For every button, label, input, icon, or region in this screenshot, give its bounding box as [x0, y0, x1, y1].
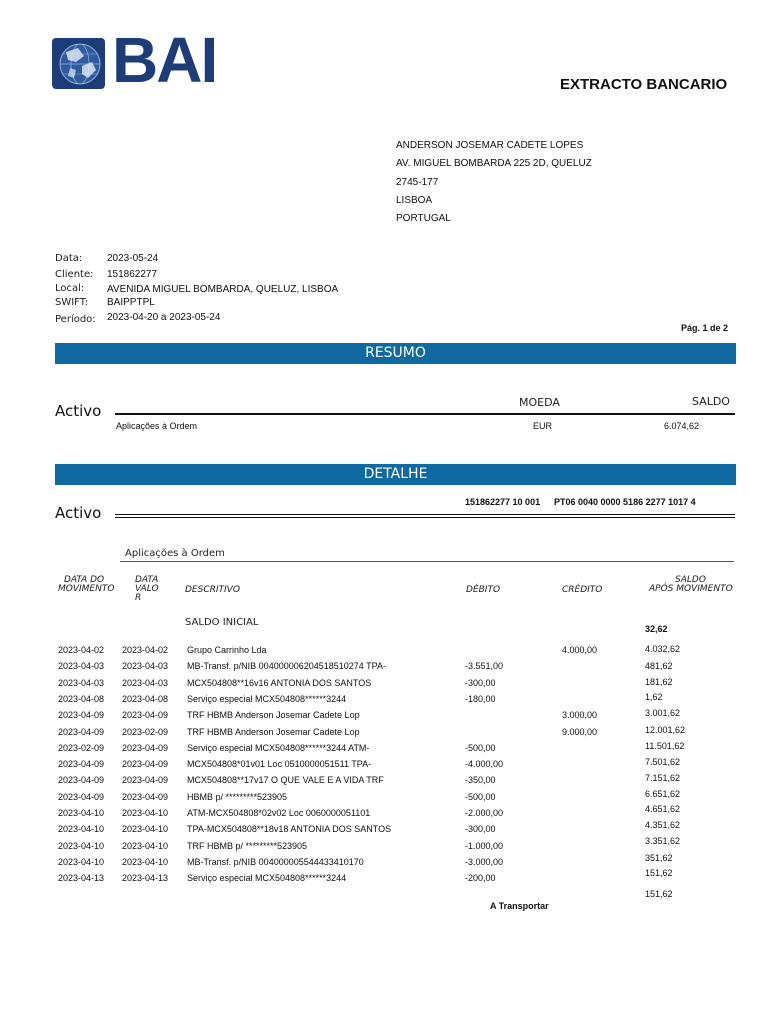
date-movimento-cell: 2023-04-13 — [58, 873, 105, 883]
description-cell: Grupo Carrinho Lda — [187, 645, 267, 655]
date-valor-cell: 2023-04-09 — [122, 775, 169, 785]
debit-cell: -500,00 — [465, 792, 496, 802]
date-valor-cell: 2023-04-09 — [122, 792, 169, 802]
address-country: PORTUGAL — [396, 213, 451, 224]
description-cell: Serviço especial MCX504808******3244 — [187, 873, 347, 883]
debit-cell: -1.000,00 — [465, 841, 504, 851]
debit-cell: -180,00 — [465, 694, 496, 704]
date-movimento-cell: 2023-04-03 — [58, 661, 105, 671]
description-cell: MB-Transf. p/NIB 004000005544433410170 — [187, 857, 364, 867]
debit-cell: -3.551,00 — [465, 661, 504, 671]
col-data-movimento-line2: MOVIMENTO — [58, 584, 115, 594]
date-movimento-cell: 2023-04-09 — [58, 759, 105, 769]
date-valor-cell: 2023-04-13 — [122, 873, 169, 883]
address-city: LISBOA — [396, 195, 433, 206]
local-value: AVENIDA MIGUEL BOMBARDA, QUELUZ, LISBOA — [107, 284, 339, 295]
account-number: 151862277 10 001 — [465, 497, 541, 507]
bai-logo-text: BAI — [112, 24, 217, 96]
date-value: 2023-05-24 — [107, 253, 159, 264]
local-label: Local: — [55, 283, 85, 294]
balance-after-cell: 12.001,62 — [645, 725, 686, 735]
date-movimento-cell: 2023-04-10 — [58, 808, 105, 818]
balance-after-cell: 7.501,62 — [645, 757, 681, 767]
debit-cell: -4.000,00 — [465, 759, 504, 769]
balance-after-cell: 6.651,62 — [645, 789, 681, 799]
balance-after-cell: 1,62 — [645, 692, 663, 702]
address-postal-code: 2745-177 — [396, 177, 439, 188]
description-cell: HBMB p/ *********523905 — [187, 792, 288, 802]
bai-logo-icon — [52, 38, 105, 89]
date-movimento-cell: 2023-04-02 — [58, 645, 105, 655]
balance-after-cell: 7.151,62 — [645, 773, 681, 783]
debit-cell: -200,00 — [465, 873, 496, 883]
date-movimento-cell: 2023-04-09 — [58, 727, 105, 737]
date-label: Data: — [55, 253, 83, 264]
detalhe-divider-bottom — [115, 517, 735, 518]
balance-after-cell: 151,62 — [645, 868, 673, 878]
date-valor-cell: 2023-02-09 — [122, 727, 169, 737]
date-movimento-cell: 2023-04-10 — [58, 857, 105, 867]
date-valor-cell: 2023-04-09 — [122, 759, 169, 769]
period-label: Período: — [55, 314, 96, 325]
date-valor-cell: 2023-04-10 — [122, 808, 169, 818]
date-valor-cell: 2023-04-10 — [122, 841, 169, 851]
resumo-account-label: Aplicações à Ordem — [116, 421, 198, 431]
balance-after-cell: 4.651,62 — [645, 804, 681, 814]
col-data-valor-line3: R — [135, 593, 142, 603]
date-movimento-cell: 2023-04-03 — [58, 678, 105, 688]
date-valor-cell: 2023-04-02 — [122, 645, 169, 655]
description-cell: TRF HBMB Anderson Josemar Cadete Lop — [187, 710, 360, 720]
period-value: 2023-04-20 a 2023-05-24 — [107, 312, 221, 323]
date-valor-cell: 2023-04-09 — [122, 710, 169, 720]
detalhe-activo-label: Activo — [55, 504, 102, 522]
debit-cell: -500,00 — [465, 743, 496, 753]
subsection-divider — [120, 561, 734, 562]
date-valor-cell: 2023-04-03 — [122, 661, 169, 671]
balance-after-cell: 4.032,62 — [645, 644, 681, 654]
detalhe-subsection-title: Aplicações à Ordem — [125, 548, 225, 559]
description-cell: Serviço especial MCX504808******3244 ATM- — [187, 743, 370, 753]
col-saldo-line1: SALDO — [675, 575, 706, 585]
credit-cell: 3.000,00 — [562, 710, 598, 720]
col-saldo-line2: APÓS MOVIMENTO — [649, 584, 733, 594]
description-cell: Serviço especial MCX504808******3244 — [187, 694, 347, 704]
description-cell: ATM-MCX504808*02v02 Loc 0060000051101 — [187, 808, 371, 818]
date-valor-cell: 2023-04-08 — [122, 694, 169, 704]
date-valor-cell: 2023-04-09 — [122, 743, 169, 753]
document-title: EXTRACTO BANCARIO — [560, 76, 728, 93]
balance-after-cell: 151,62 — [645, 889, 673, 899]
description-cell: MCX504808*01v01 Loc 0510000051511 TPA- — [187, 759, 372, 769]
address-name: ANDERSON JOSEMAR CADETE LOPES — [396, 140, 584, 151]
date-movimento-cell: 2023-04-10 — [58, 841, 105, 851]
detalhe-divider-top — [115, 514, 735, 515]
col-data-valor-line1: DATA — [135, 575, 159, 585]
resumo-divider — [115, 413, 735, 415]
debit-cell: -300,00 — [465, 678, 496, 688]
saldo-inicial-label: SALDO INICIAL — [185, 617, 259, 628]
iban: PT06 0040 0000 5186 2277 1017 4 — [554, 497, 696, 507]
date-movimento-cell: 2023-02-09 — [58, 743, 105, 753]
client-label: Cliente: — [55, 269, 94, 280]
transport-label: A Transportar — [490, 901, 549, 911]
date-movimento-cell: 2023-04-10 — [58, 824, 105, 834]
col-debito: DÉBITO — [466, 585, 501, 595]
swift-label: SWIFT: — [55, 297, 89, 308]
resumo-activo-label: Activo — [55, 402, 102, 420]
col-descritivo: DESCRITIVO — [185, 585, 240, 595]
saldo-inicial-value: 32,62 — [645, 624, 668, 634]
resumo-section-header: RESUMO — [55, 343, 736, 364]
address-street: AV. MIGUEL BOMBARDA 225 2D, QUELUZ — [396, 158, 592, 169]
description-cell: MB-Transf. p/NIB 004000006204518510274 TPA- — [187, 661, 386, 671]
debit-cell: -2.000,00 — [465, 808, 504, 818]
date-movimento-cell: 2023-04-09 — [58, 792, 105, 802]
debit-cell: -350,00 — [465, 775, 496, 785]
col-data-movimento-line1: DATA DO — [64, 575, 105, 585]
balance-after-cell: 4.351,62 — [645, 820, 681, 830]
description-cell: TPA-MCX504808**18v18 ANTONIA DOS SANTOS — [187, 824, 392, 834]
balance-after-cell: 11.501,62 — [645, 741, 685, 751]
credit-cell: 9.000,00 — [562, 727, 598, 737]
swift-value: BAIPPTPL — [107, 297, 155, 308]
description-cell: TRF HBMB p/ *********523905 — [187, 841, 308, 851]
balance-after-cell: 3.001,62 — [645, 708, 681, 718]
description-cell: MCX504808**17v17 O QUE VALE E A VIDA TRF — [187, 775, 384, 785]
resumo-balance: 6.074,62 — [664, 421, 700, 431]
date-movimento-cell: 2023-04-09 — [58, 775, 105, 785]
description-cell: MCX504808**16v16 ANTONIA DOS SANTOS — [187, 678, 372, 688]
date-valor-cell: 2023-04-10 — [122, 824, 169, 834]
page-indicator: Pág. 1 de 2 — [680, 323, 728, 333]
balance-after-cell: 481,62 — [645, 661, 673, 671]
saldo-header: SALDO — [692, 395, 730, 408]
moeda-header: MOEDA — [519, 396, 560, 409]
date-movimento-cell: 2023-04-09 — [58, 710, 105, 720]
col-credito: CRÉDITO — [562, 585, 603, 595]
debit-cell: -3.000,00 — [465, 857, 504, 867]
resumo-currency: EUR — [533, 421, 553, 431]
detalhe-section-header: DETALHE — [55, 464, 736, 485]
balance-after-cell: 351,62 — [645, 853, 673, 863]
client-value: 151862277 — [107, 269, 158, 280]
debit-cell: -300,00 — [465, 824, 496, 834]
date-valor-cell: 2023-04-03 — [122, 678, 169, 688]
balance-after-cell: 3.351,62 — [645, 836, 681, 846]
balance-after-cell: 181,62 — [645, 677, 673, 687]
date-valor-cell: 2023-04-10 — [122, 857, 169, 867]
description-cell: TRF HBMB Anderson Josemar Cadete Lop — [187, 727, 360, 737]
col-data-valor-line2: VALO — [135, 584, 159, 594]
credit-cell: 4.000,00 — [562, 645, 598, 655]
date-movimento-cell: 2023-04-08 — [58, 694, 105, 704]
